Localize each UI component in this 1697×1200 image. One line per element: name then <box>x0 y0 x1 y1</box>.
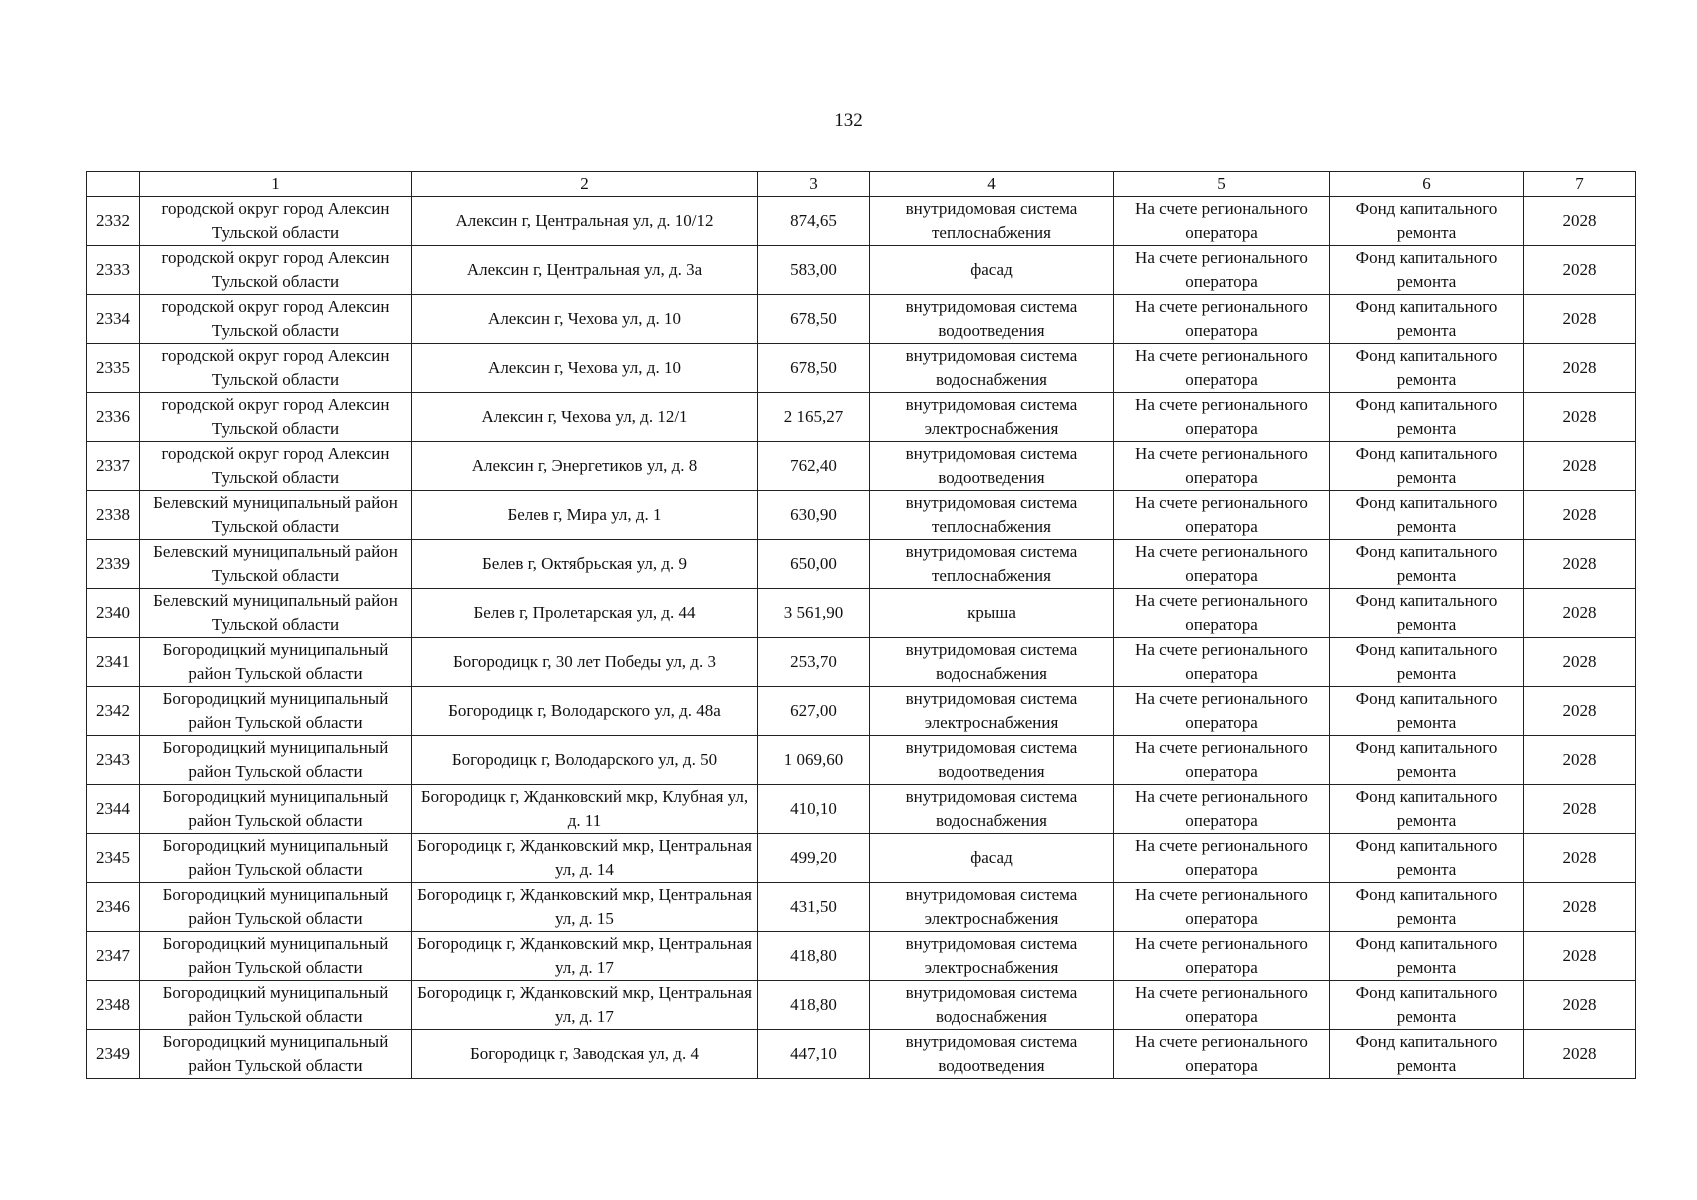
table-row <box>87 883 1636 932</box>
work-type-cell: крыша <box>870 589 1114 638</box>
year-cell: 2028 <box>1524 197 1636 246</box>
address-cell: Алексин г, Энергетиков ул, д. 8 <box>412 442 758 491</box>
table-row <box>87 736 1636 785</box>
area-cell: 630,90 <box>758 491 870 540</box>
funding-account-cell: На счете регионального оператора <box>1114 344 1330 393</box>
funding-account-cell: На счете регионального оператора <box>1114 393 1330 442</box>
area-cell: 678,50 <box>758 295 870 344</box>
work-type-cell: внутридомовая система электроснабжения <box>870 932 1114 981</box>
funding-source-cell: Фонд капитального ремонта <box>1330 540 1524 589</box>
table-row <box>87 540 1636 589</box>
funding-account-cell: На счете регионального оператора <box>1114 540 1330 589</box>
area-cell: 431,50 <box>758 883 870 932</box>
funding-account-cell: На счете регионального оператора <box>1114 295 1330 344</box>
municipality-cell: Богородицкий муниципальный район Тульской области <box>140 834 412 883</box>
address-cell: Богородицк г, Жданковский мкр, Центральная ул, д. 17 <box>412 932 758 981</box>
work-type-cell: фасад <box>870 246 1114 295</box>
table-row <box>87 393 1636 442</box>
area-cell: 499,20 <box>758 834 870 883</box>
row-number-cell: 2332 <box>87 197 140 246</box>
year-cell: 2028 <box>1524 442 1636 491</box>
funding-account-cell: На счете регионального оператора <box>1114 246 1330 295</box>
address-cell: Богородицк г, Жданковский мкр, Клубная ул, д. 11 <box>412 785 758 834</box>
column-header-3: 3 <box>758 172 870 197</box>
funding-account-cell: На счете регионального оператора <box>1114 981 1330 1030</box>
area-cell: 447,10 <box>758 1030 870 1079</box>
funding-account-cell: На счете регионального оператора <box>1114 932 1330 981</box>
table-row <box>87 344 1636 393</box>
funding-source-cell: Фонд капитального ремонта <box>1330 638 1524 687</box>
year-cell: 2028 <box>1524 834 1636 883</box>
address-cell: Белев г, Мира ул, д. 1 <box>412 491 758 540</box>
row-number-cell: 2339 <box>87 540 140 589</box>
address-cell: Богородицк г, Жданковский мкр, Центральная ул, д. 17 <box>412 981 758 1030</box>
address-cell: Богородицк г, Володарского ул, д. 50 <box>412 736 758 785</box>
year-cell: 2028 <box>1524 589 1636 638</box>
year-cell: 2028 <box>1524 883 1636 932</box>
work-type-cell: внутридомовая система теплоснабжения <box>870 540 1114 589</box>
year-cell: 2028 <box>1524 638 1636 687</box>
municipality-cell: Белевский муниципальный район Тульской области <box>140 491 412 540</box>
table-row <box>87 491 1636 540</box>
row-number-cell: 2346 <box>87 883 140 932</box>
funding-source-cell: Фонд капитального ремонта <box>1330 491 1524 540</box>
funding-source-cell: Фонд капитального ремонта <box>1330 834 1524 883</box>
address-cell: Белев г, Пролетарская ул, д. 44 <box>412 589 758 638</box>
row-number-cell: 2341 <box>87 638 140 687</box>
work-type-cell: внутридомовая система теплоснабжения <box>870 491 1114 540</box>
municipality-cell: городской округ город Алексин Тульской области <box>140 295 412 344</box>
row-number-cell: 2348 <box>87 981 140 1030</box>
work-type-cell: внутридомовая система водоотведения <box>870 442 1114 491</box>
funding-source-cell: Фонд капитального ремонта <box>1330 736 1524 785</box>
funding-account-cell: На счете регионального оператора <box>1114 883 1330 932</box>
table-body <box>87 197 1636 1079</box>
year-cell: 2028 <box>1524 687 1636 736</box>
funding-account-cell: На счете регионального оператора <box>1114 687 1330 736</box>
municipality-cell: Богородицкий муниципальный район Тульской области <box>140 981 412 1030</box>
funding-source-cell: Фонд капитального ремонта <box>1330 246 1524 295</box>
row-number-cell: 2338 <box>87 491 140 540</box>
municipality-cell: Богородицкий муниципальный район Тульской области <box>140 687 412 736</box>
funding-source-cell: Фонд капитального ремонта <box>1330 687 1524 736</box>
row-number-cell: 2347 <box>87 932 140 981</box>
funding-source-cell: Фонд капитального ремонта <box>1330 1030 1524 1079</box>
page-number: 132 <box>834 110 863 131</box>
year-cell: 2028 <box>1524 491 1636 540</box>
municipality-cell: Богородицкий муниципальный район Тульской области <box>140 638 412 687</box>
work-type-cell: внутридомовая система водоотведения <box>870 736 1114 785</box>
municipality-cell: Белевский муниципальный район Тульской области <box>140 540 412 589</box>
column-header-6: 6 <box>1330 172 1524 197</box>
work-type-cell: внутридомовая система электроснабжения <box>870 393 1114 442</box>
column-header-7: 7 <box>1524 172 1636 197</box>
table-row <box>87 834 1636 883</box>
area-cell: 650,00 <box>758 540 870 589</box>
work-type-cell: внутридомовая система электроснабжения <box>870 883 1114 932</box>
address-cell: Белев г, Октябрьская ул, д. 9 <box>412 540 758 589</box>
funding-account-cell: На счете регионального оператора <box>1114 736 1330 785</box>
municipality-cell: городской округ город Алексин Тульской области <box>140 246 412 295</box>
table-row <box>87 246 1636 295</box>
row-number-cell: 2337 <box>87 442 140 491</box>
row-number-cell: 2344 <box>87 785 140 834</box>
row-number-cell: 2333 <box>87 246 140 295</box>
column-number-row <box>87 172 1636 197</box>
column-header-4: 4 <box>870 172 1114 197</box>
area-cell: 410,10 <box>758 785 870 834</box>
area-cell: 418,80 <box>758 981 870 1030</box>
table-row <box>87 638 1636 687</box>
funding-source-cell: Фонд капитального ремонта <box>1330 393 1524 442</box>
work-type-cell: внутридомовая система водоотведения <box>870 1030 1114 1079</box>
table-row <box>87 442 1636 491</box>
municipality-cell: городской округ город Алексин Тульской области <box>140 442 412 491</box>
work-type-cell: внутридомовая система водоснабжения <box>870 785 1114 834</box>
area-cell: 627,00 <box>758 687 870 736</box>
address-cell: Алексин г, Центральная ул, д. 10/12 <box>412 197 758 246</box>
funding-source-cell: Фонд капитального ремонта <box>1330 197 1524 246</box>
address-cell: Алексин г, Чехова ул, д. 12/1 <box>412 393 758 442</box>
funding-account-cell: На счете регионального оператора <box>1114 442 1330 491</box>
row-number-cell: 2349 <box>87 1030 140 1079</box>
area-cell: 418,80 <box>758 932 870 981</box>
capital-repair-table <box>86 171 1636 1079</box>
municipality-cell: Богородицкий муниципальный район Тульской области <box>140 785 412 834</box>
year-cell: 2028 <box>1524 785 1636 834</box>
table-row <box>87 687 1636 736</box>
area-cell: 678,50 <box>758 344 870 393</box>
year-cell: 2028 <box>1524 1030 1636 1079</box>
municipality-cell: Богородицкий муниципальный район Тульской области <box>140 932 412 981</box>
column-header-5: 5 <box>1114 172 1330 197</box>
address-cell: Богородицк г, Володарского ул, д. 48а <box>412 687 758 736</box>
municipality-cell: городской округ город Алексин Тульской области <box>140 344 412 393</box>
funding-account-cell: На счете регионального оператора <box>1114 834 1330 883</box>
municipality-cell: городской округ город Алексин Тульской области <box>140 197 412 246</box>
table-row <box>87 981 1636 1030</box>
year-cell: 2028 <box>1524 393 1636 442</box>
funding-account-cell: На счете регионального оператора <box>1114 491 1330 540</box>
area-cell: 2 165,27 <box>758 393 870 442</box>
area-cell: 583,00 <box>758 246 870 295</box>
municipality-cell: Белевский муниципальный район Тульской области <box>140 589 412 638</box>
year-cell: 2028 <box>1524 981 1636 1030</box>
funding-source-cell: Фонд капитального ремонта <box>1330 883 1524 932</box>
table-row <box>87 295 1636 344</box>
work-type-cell: фасад <box>870 834 1114 883</box>
year-cell: 2028 <box>1524 736 1636 785</box>
area-cell: 253,70 <box>758 638 870 687</box>
row-number-cell: 2334 <box>87 295 140 344</box>
funding-source-cell: Фонд капитального ремонта <box>1330 344 1524 393</box>
table-row <box>87 1030 1636 1079</box>
address-cell: Алексин г, Чехова ул, д. 10 <box>412 295 758 344</box>
work-type-cell: внутридомовая система водоснабжения <box>870 981 1114 1030</box>
year-cell: 2028 <box>1524 932 1636 981</box>
table-row <box>87 197 1636 246</box>
address-cell: Богородицк г, Заводская ул, д. 4 <box>412 1030 758 1079</box>
year-cell: 2028 <box>1524 540 1636 589</box>
address-cell: Богородицк г, Жданковский мкр, Центральная ул, д. 15 <box>412 883 758 932</box>
year-cell: 2028 <box>1524 295 1636 344</box>
address-cell: Богородицк г, 30 лет Победы ул, д. 3 <box>412 638 758 687</box>
work-type-cell: внутридомовая система электроснабжения <box>870 687 1114 736</box>
funding-source-cell: Фонд капитального ремонта <box>1330 442 1524 491</box>
row-number-cell: 2336 <box>87 393 140 442</box>
row-number-cell: 2345 <box>87 834 140 883</box>
funding-account-cell: На счете регионального оператора <box>1114 638 1330 687</box>
area-cell: 1 069,60 <box>758 736 870 785</box>
year-cell: 2028 <box>1524 246 1636 295</box>
year-cell: 2028 <box>1524 344 1636 393</box>
table-row <box>87 785 1636 834</box>
funding-source-cell: Фонд капитального ремонта <box>1330 589 1524 638</box>
work-type-cell: внутридомовая система теплоснабжения <box>870 197 1114 246</box>
funding-account-cell: На счете регионального оператора <box>1114 785 1330 834</box>
column-header-2: 2 <box>412 172 758 197</box>
row-number-cell: 2340 <box>87 589 140 638</box>
address-cell: Богородицк г, Жданковский мкр, Центральная ул, д. 14 <box>412 834 758 883</box>
work-type-cell: внутридомовая система водоснабжения <box>870 344 1114 393</box>
area-cell: 762,40 <box>758 442 870 491</box>
municipality-cell: городской округ город Алексин Тульской области <box>140 393 412 442</box>
row-number-cell: 2335 <box>87 344 140 393</box>
address-cell: Алексин г, Чехова ул, д. 10 <box>412 344 758 393</box>
row-number-cell: 2343 <box>87 736 140 785</box>
work-type-cell: внутридомовая система водоснабжения <box>870 638 1114 687</box>
funding-source-cell: Фонд капитального ремонта <box>1330 785 1524 834</box>
municipality-cell: Богородицкий муниципальный район Тульской области <box>140 736 412 785</box>
municipality-cell: Богородицкий муниципальный район Тульской области <box>140 1030 412 1079</box>
table-row <box>87 589 1636 638</box>
row-number-cell: 2342 <box>87 687 140 736</box>
funding-account-cell: На счете регионального оператора <box>1114 589 1330 638</box>
funding-source-cell: Фонд капитального ремонта <box>1330 932 1524 981</box>
address-cell: Алексин г, Центральная ул, д. 3а <box>412 246 758 295</box>
funding-account-cell: На счете регионального оператора <box>1114 1030 1330 1079</box>
column-header-1: 1 <box>140 172 412 197</box>
municipality-cell: Богородицкий муниципальный район Тульской области <box>140 883 412 932</box>
funding-account-cell: На счете регионального оператора <box>1114 197 1330 246</box>
area-cell: 3 561,90 <box>758 589 870 638</box>
column-header-index <box>87 172 140 197</box>
area-cell: 874,65 <box>758 197 870 246</box>
funding-source-cell: Фонд капитального ремонта <box>1330 295 1524 344</box>
table-row <box>87 932 1636 981</box>
work-type-cell: внутридомовая система водоотведения <box>870 295 1114 344</box>
funding-source-cell: Фонд капитального ремонта <box>1330 981 1524 1030</box>
